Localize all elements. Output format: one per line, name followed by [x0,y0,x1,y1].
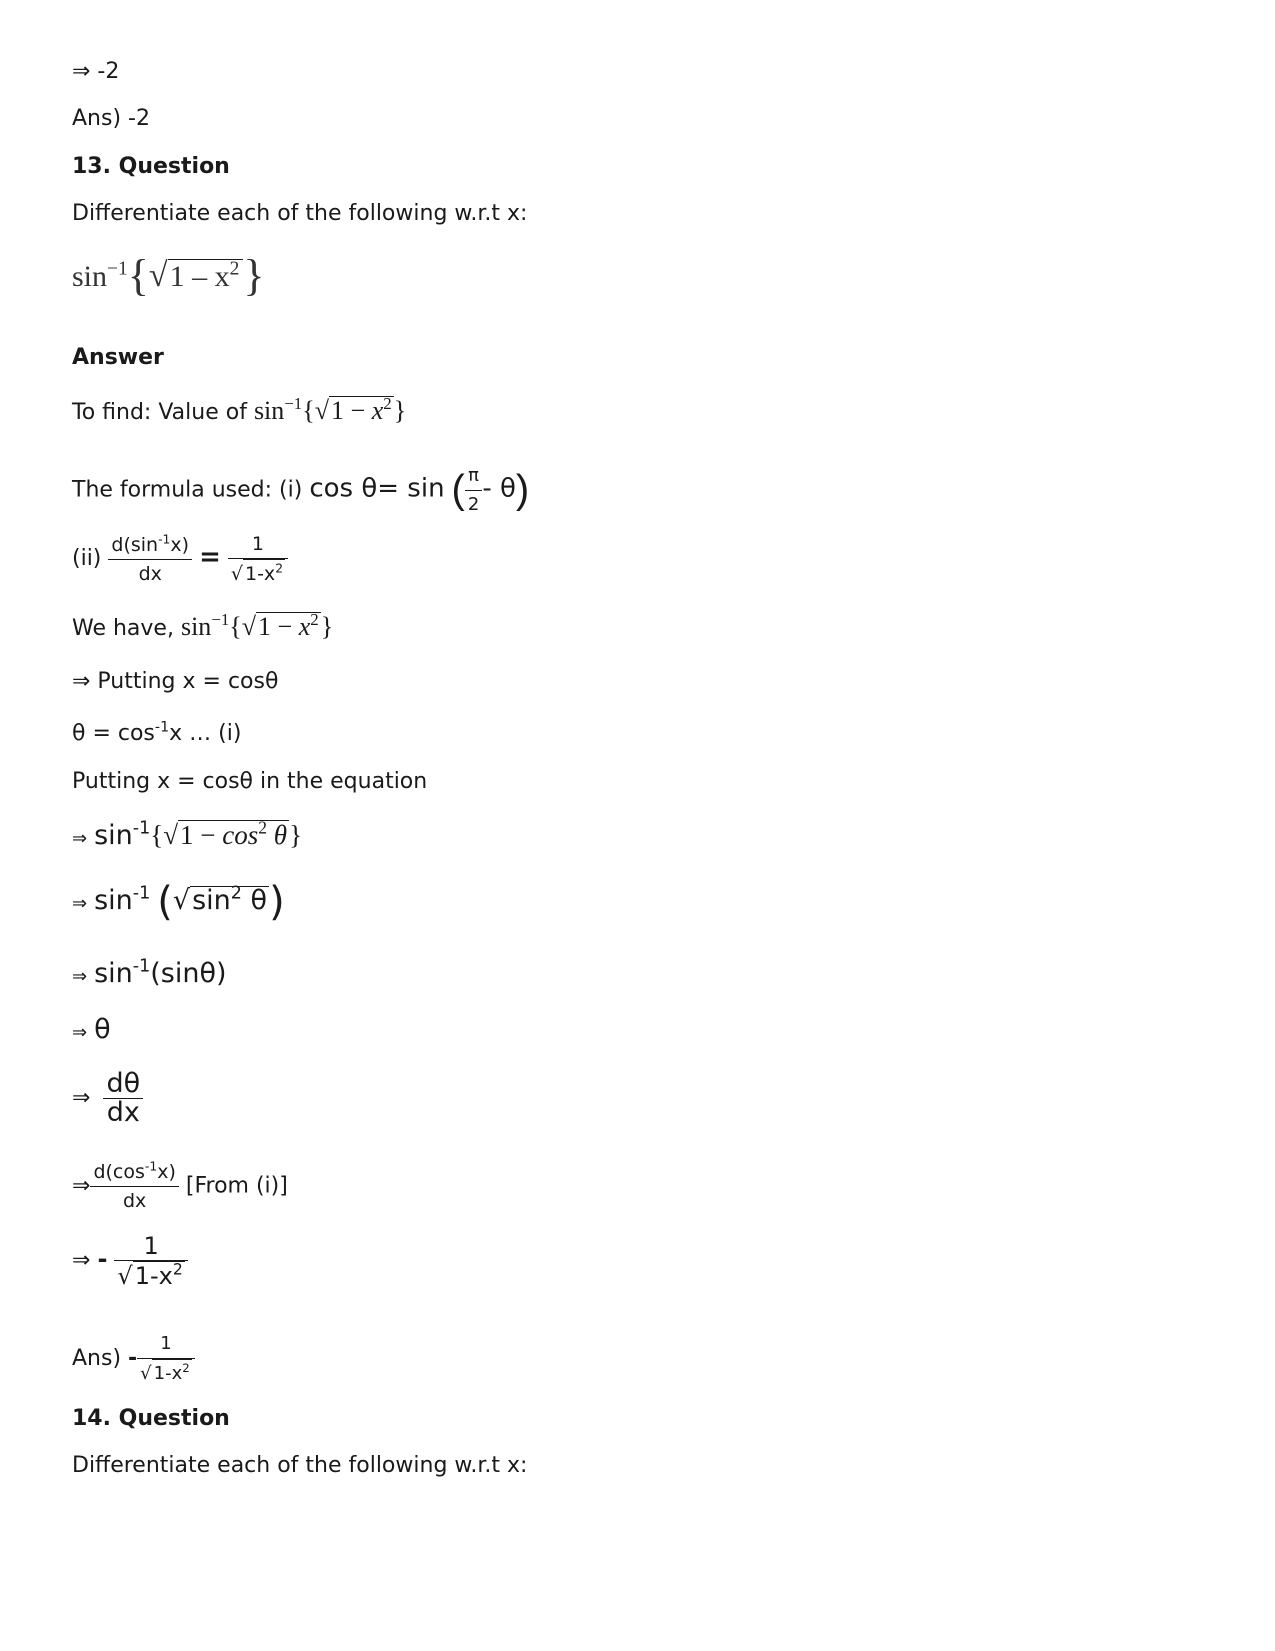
we-have-line: We have, $\sin^{-1}\{√1 - x^2\}$ [72,609,334,641]
formula-i: cos θ= sin [309,473,445,504]
formula-used-text: The formula used: (i) [72,477,310,503]
final-answer: Ans) - $\frac{1}{√ 1-x^2}$ [72,1330,195,1388]
formula-ii-line: (ii) $\frac{d(\sin^{-1}x)}{dx}$ = $\frac{1}{√ 1-x^2}$ [72,530,288,588]
exponent-2: 2 [229,258,240,280]
to-find-text: To find: Value of [72,400,254,425]
step-3: ⇒ $\sin^{-1}(\sin\theta)$ [72,956,227,989]
formula-ii-rhs: $\frac{1}{√ 1-x^2}$ [228,530,288,588]
sin-fn: sin [72,260,108,293]
question-13-expression: $\sin^{-1}\{√1 - x^2\}$ [72,251,265,300]
formula-ii-lhs: $\frac{d(\sin^{-1}x)}{dx}$ [108,531,192,588]
step-7: ⇒ - $\frac{1}{√1-x^2}$ [72,1232,188,1290]
question-13-title: 13. Question [72,154,230,179]
answer-label: Answer [72,345,164,370]
step-6: ⇒ $\frac{d(\cos^{-1}x)}{dx}$ [From (i)] [72,1159,288,1212]
step-2: ⇒ $\sin^{-1} (√\sin^2$ θ) [72,879,285,925]
radicand: 1 – x [169,260,230,293]
question-13-prompt: Differentiate each of the following w.r.t x: [72,201,528,226]
question-14-prompt: Differentiate each of the following w.r.t x: [72,1453,528,1478]
theta-definition: $\theta = \cos^{-1}x$ … (i) [72,719,242,746]
formula-used-line: The formula used: (i) cos θ= sin ( $\frac{\pi}{2}$ - θ) [72,462,529,519]
to-find-line: To find: Value of $\sin^{-1}\{√1 - x^2\}$ [72,393,407,425]
substitution-note: Putting x = cosθ in the equation [72,769,428,794]
substitution-line: ⇒ Putting x = cosθ [72,669,279,694]
from-i-note: [From (i)] [185,1173,288,1199]
question-14-title: 14. Question [72,1406,230,1431]
previous-answer: Ans) -2 [72,106,150,131]
inverse-exponent: −1 [107,258,128,280]
step-result-line: ⇒ -2 [72,59,120,84]
step-1: ⇒ $\sin^{-1}\{√1 - \cos^2 \theta\}$ [72,817,303,851]
step-5: ⇒ $\frac{d\theta}{dx}$ [72,1070,143,1127]
step-4: ⇒ θ [72,1014,111,1045]
